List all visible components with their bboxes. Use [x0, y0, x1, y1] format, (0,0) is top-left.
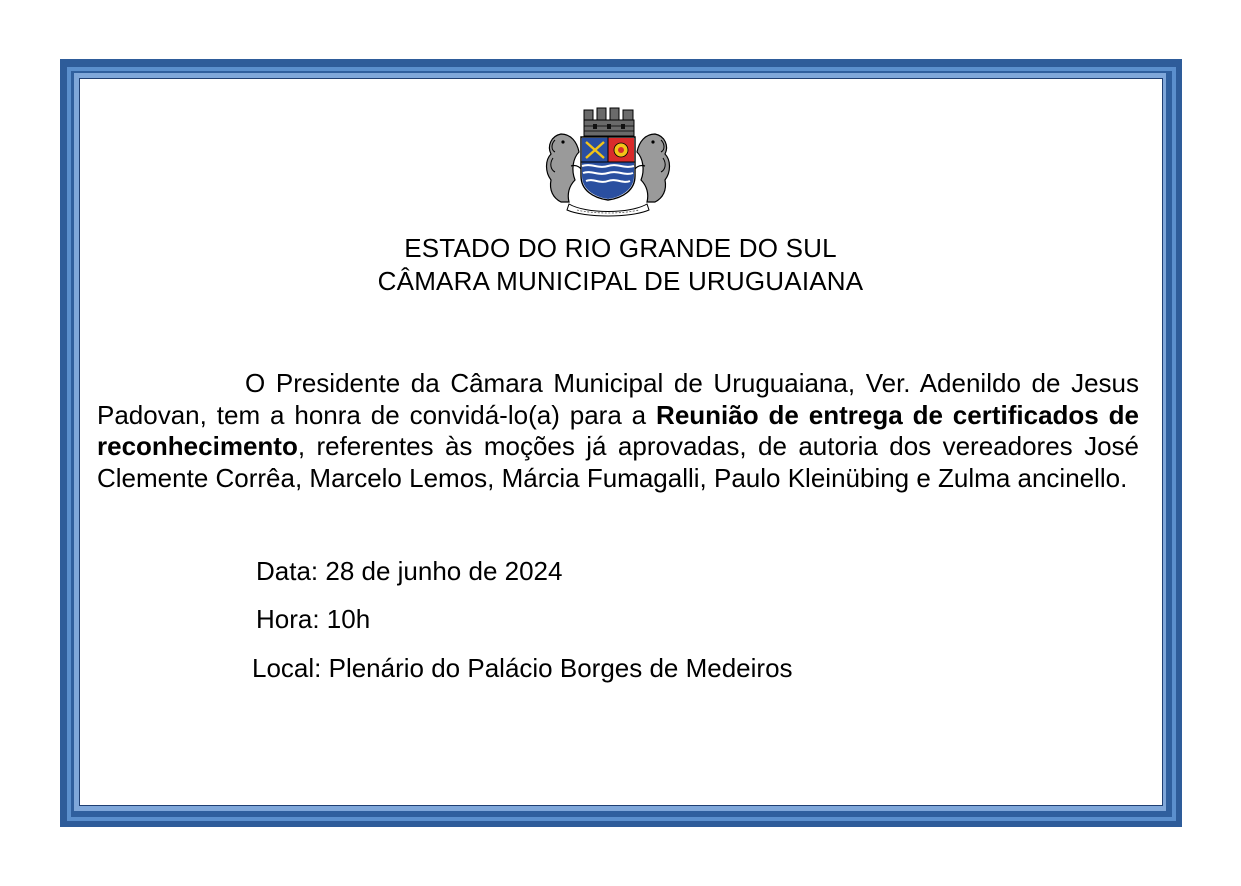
state-name: ESTADO DO RIO GRANDE DO SUL: [404, 233, 837, 263]
event-location: Local: Plenário do Palácio Borges de Medeiros: [252, 653, 793, 683]
mural-crown-icon: [584, 108, 634, 136]
event-time: Hora: 10h: [256, 604, 371, 634]
shield-icon: [581, 137, 635, 200]
motto-ribbon-icon: [567, 204, 649, 216]
left-lion-supporter-icon: [547, 134, 584, 202]
event-name: Reunião de entrega de certificados de reconhecimento: [97, 399, 1139, 461]
invitation-text-start: O Presidente da Câmara Municipal de Uruguaiana, Ver. Adenildo de Jesus Padovan, tem a honra de convidá-lo(a) para a: [97, 368, 1139, 430]
chamber-name: CÂMARA MUNICIPAL DE URUGUAIANA: [377, 266, 864, 296]
event-date: Data: 28 de junho de 2024: [256, 556, 563, 586]
invitation-paragraph: [97, 368, 1139, 494]
invitation-text-end: , referentes às moções já aprovadas, de autoria dos vereadores José Clemente Corrêa, Marcelo Lemos, Márcia Fumagalli, Paulo Kleinübing e Zulma ancinello.: [97, 431, 1139, 493]
coat-of-arms-icon: [541, 106, 675, 218]
right-lion-supporter-icon: [633, 134, 670, 202]
